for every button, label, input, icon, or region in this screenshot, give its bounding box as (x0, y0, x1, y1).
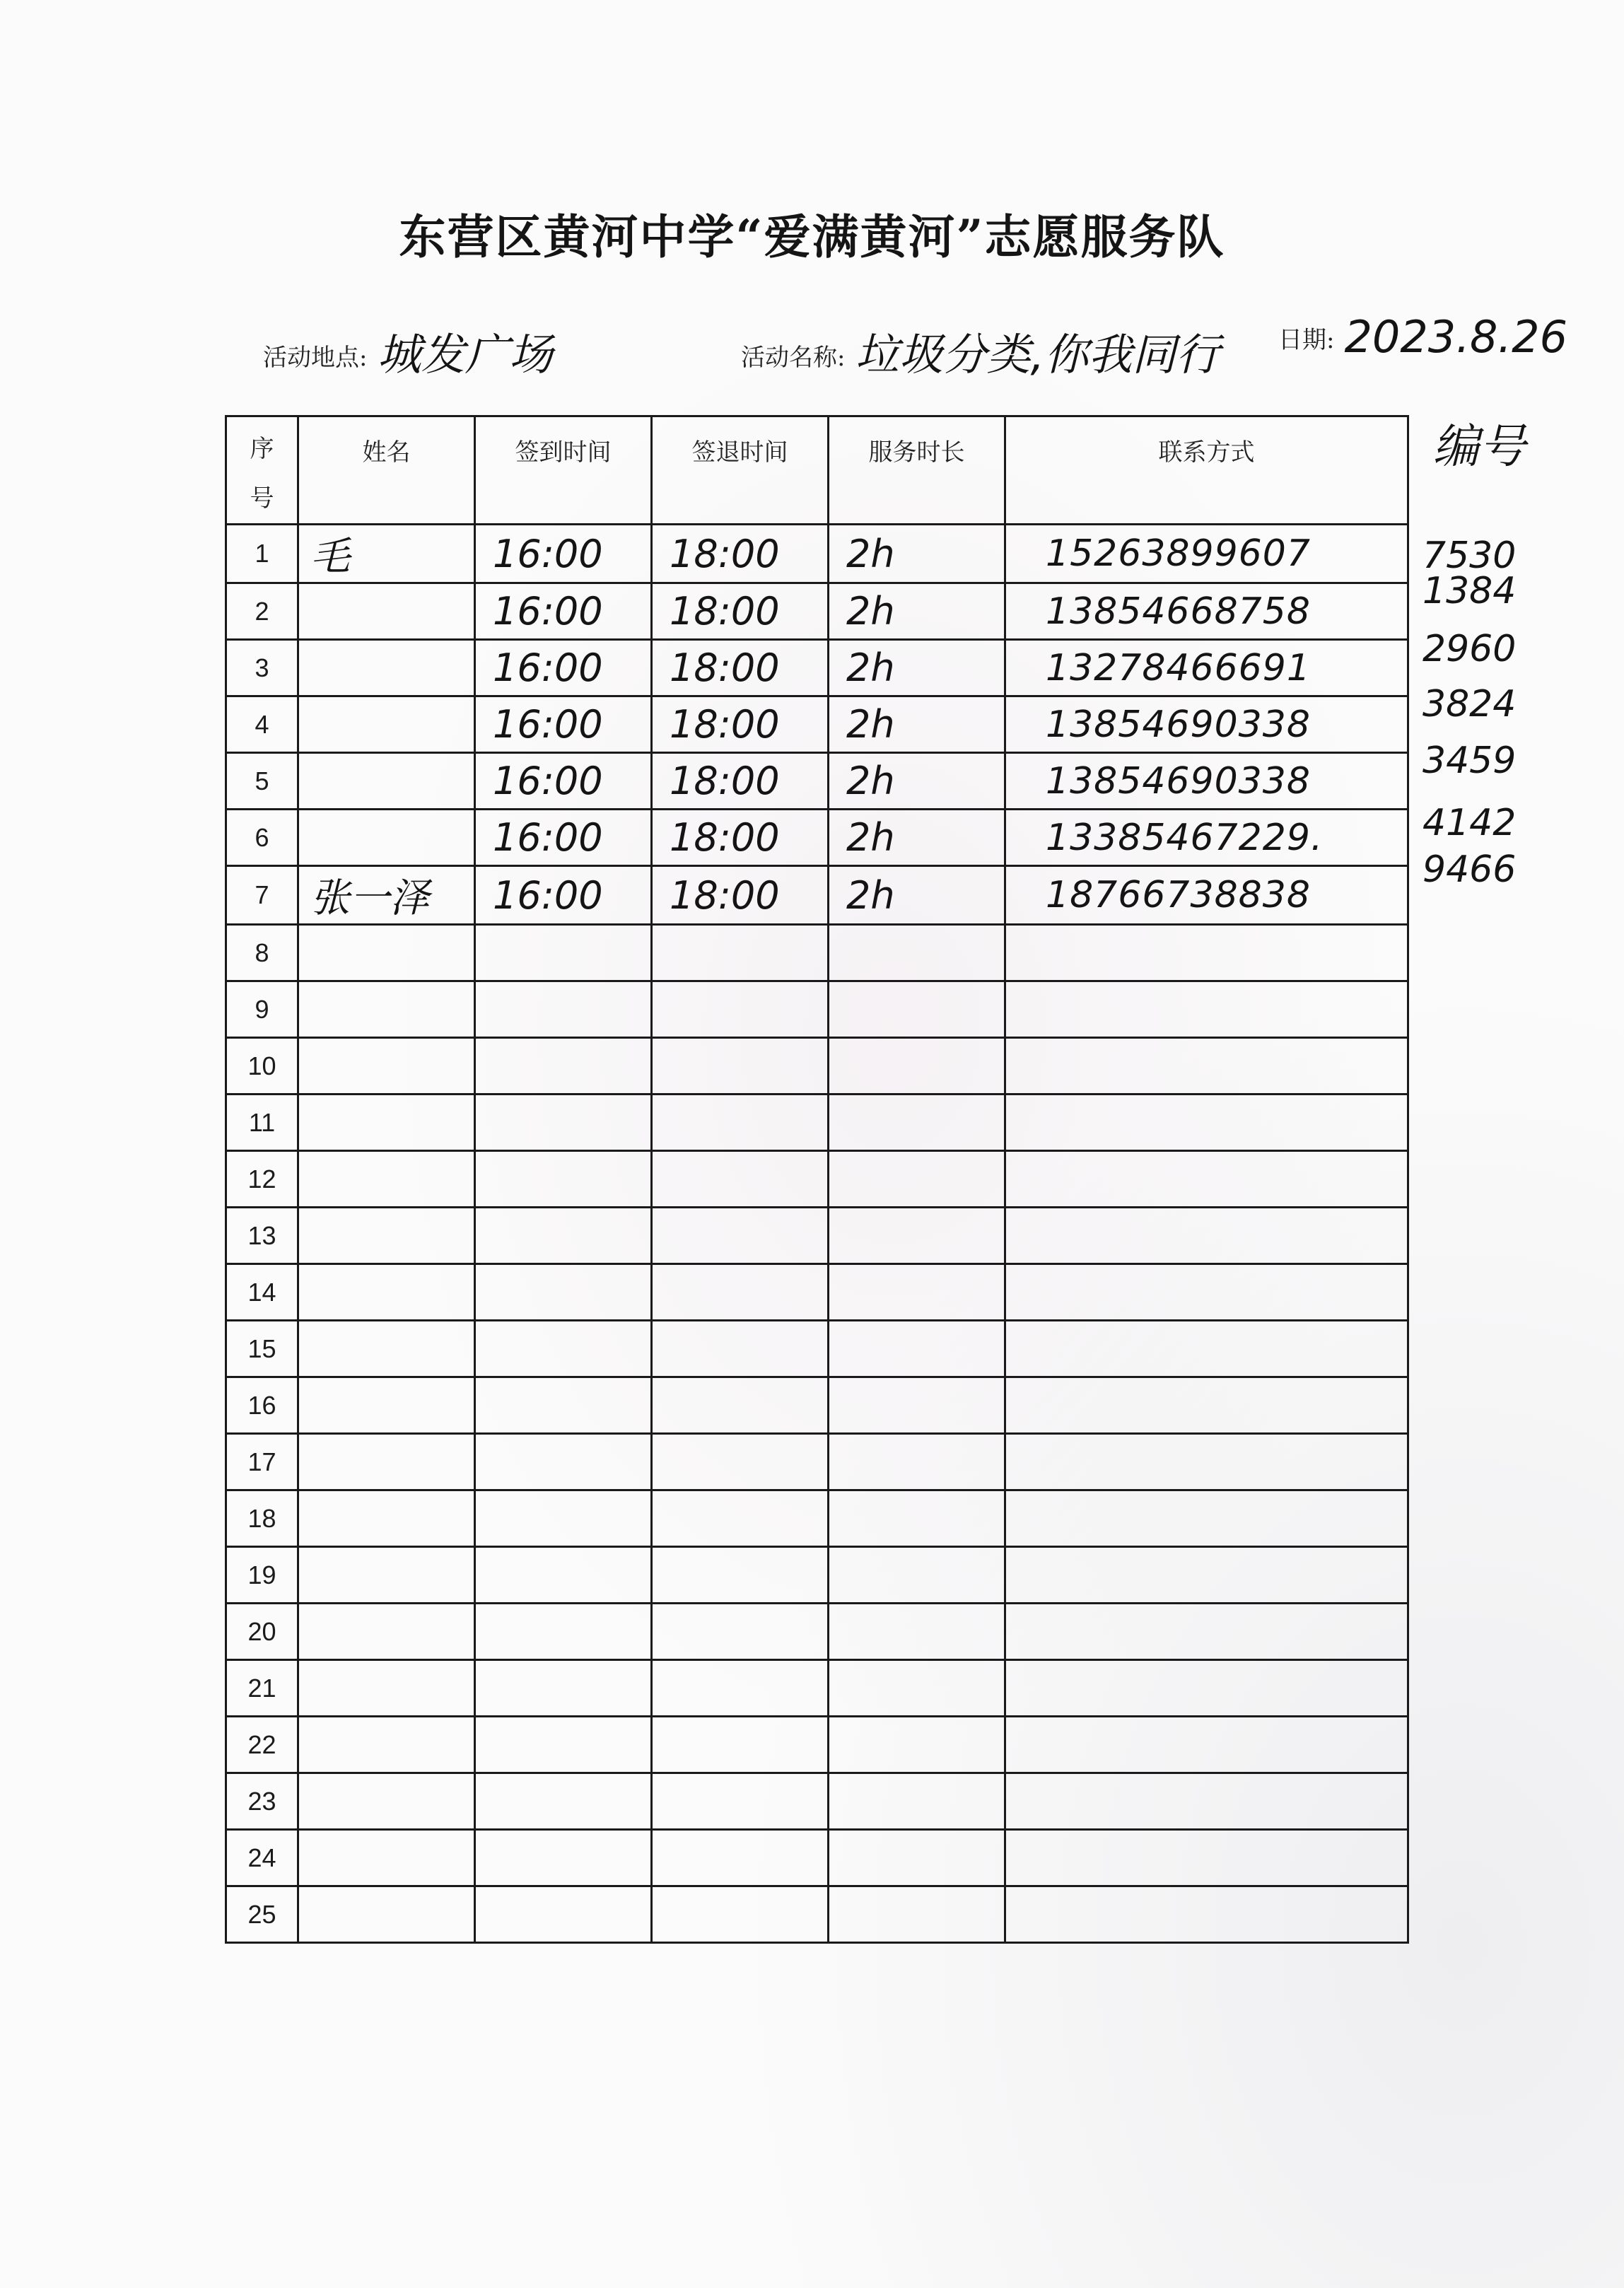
side-code: 2960 (1423, 628, 1517, 670)
service-duration (829, 1264, 1005, 1321)
sign-out-time (652, 1038, 829, 1095)
table-row (226, 525, 1408, 583)
volunteer-name-text: 张一泽 (310, 875, 429, 921)
service-duration (829, 1321, 1005, 1377)
table-row (226, 810, 1408, 866)
sign-in-time (475, 1604, 652, 1660)
volunteer-name (298, 981, 475, 1038)
volunteer-name (298, 1038, 475, 1095)
service-duration (829, 640, 1005, 696)
row-number: 7 (226, 866, 298, 925)
sign-in-time (475, 1095, 652, 1151)
sign-out-time (652, 1490, 829, 1547)
contact-phone (1005, 810, 1408, 866)
sign-out-time (652, 1321, 829, 1377)
table-row (226, 981, 1408, 1038)
sign-in-time (475, 866, 652, 925)
volunteer-name (298, 1434, 475, 1490)
service-duration (829, 525, 1005, 583)
sign-out-time (652, 981, 829, 1038)
volunteer-name (298, 525, 475, 583)
table-row (226, 1151, 1408, 1208)
service-duration (829, 1886, 1005, 1943)
volunteer-name (298, 1547, 475, 1604)
volunteer-name (298, 1773, 475, 1830)
sign-out-time (652, 1773, 829, 1830)
service-duration (829, 1434, 1005, 1490)
sign-out-time (652, 525, 829, 583)
contact-phone (1005, 866, 1408, 925)
row-number: 15 (226, 1321, 298, 1377)
service-duration-text: 2h (846, 872, 895, 918)
activity-location-value: 城发广场 (377, 329, 553, 380)
sign-in-time (475, 525, 652, 583)
sign-in-time (475, 640, 652, 696)
sign-out-time (652, 1660, 829, 1717)
service-duration (829, 1208, 1005, 1264)
service-duration-text: 2h (846, 589, 895, 634)
row-number: 8 (226, 925, 298, 981)
volunteer-name (298, 1660, 475, 1717)
activity-location-label: 活动地点: (263, 344, 368, 372)
activity-date-value: 2023.8.26 (1344, 311, 1568, 363)
contact-phone (1005, 1717, 1408, 1773)
table-row (226, 1038, 1408, 1095)
row-number: 12 (226, 1151, 298, 1208)
sign-in-time (475, 810, 652, 866)
sign-in-time (475, 1434, 652, 1490)
sign-out-time-text: 18:00 (670, 815, 780, 860)
sign-out-time (652, 1830, 829, 1886)
sign-out-time (652, 1547, 829, 1604)
sign-in-time-text: 16:00 (493, 702, 603, 747)
service-duration-text: 2h (846, 702, 895, 747)
sign-in-time (475, 753, 652, 810)
sign-out-time (652, 1095, 829, 1151)
service-duration (829, 1095, 1005, 1151)
table-row (226, 1604, 1408, 1660)
table-row (226, 1886, 1408, 1943)
service-duration (829, 981, 1005, 1038)
volunteer-name (298, 1830, 475, 1886)
service-duration (829, 583, 1005, 640)
volunteer-name (298, 696, 475, 753)
sign-in-time-text: 16:00 (493, 646, 603, 690)
row-number: 19 (226, 1547, 298, 1604)
sign-out-time (652, 1377, 829, 1434)
side-code: 7530 (1423, 535, 1517, 577)
side-code: 4142 (1423, 802, 1517, 844)
sign-in-time (475, 1038, 652, 1095)
row-number: 13 (226, 1208, 298, 1264)
contact-phone (1005, 1660, 1408, 1717)
sign-out-time-text: 18:00 (670, 702, 780, 747)
service-duration-text: 2h (846, 815, 895, 860)
contact-phone-text: 13385467229. (1046, 816, 1324, 859)
contact-phone (1005, 1773, 1408, 1830)
contact-phone-text: 18766738838 (1046, 874, 1311, 916)
row-number: 2 (226, 583, 298, 640)
sign-out-time (652, 1604, 829, 1660)
service-duration (829, 1604, 1005, 1660)
sign-out-time (652, 640, 829, 696)
sign-out-time (652, 753, 829, 810)
row-number: 22 (226, 1717, 298, 1773)
volunteer-name (298, 1717, 475, 1773)
sign-out-time (652, 1434, 829, 1490)
header-name: 姓名 (298, 416, 475, 525)
service-duration (829, 753, 1005, 810)
table-row (226, 1660, 1408, 1717)
sign-in-time (475, 1151, 652, 1208)
contact-phone (1005, 583, 1408, 640)
table-row (226, 1321, 1408, 1377)
contact-phone-text: 13854690338 (1046, 759, 1311, 802)
volunteer-name (298, 1604, 475, 1660)
service-duration (829, 1773, 1005, 1830)
sign-in-time (475, 1547, 652, 1604)
sign-out-time-text: 18:00 (670, 589, 780, 634)
sign-in-time (475, 1377, 652, 1434)
sign-in-time (475, 1660, 652, 1717)
contact-phone (1005, 1208, 1408, 1264)
table-row (226, 1830, 1408, 1886)
activity-name-label: 活动名称: (741, 344, 846, 372)
header-duration: 服务时长 (829, 416, 1005, 525)
side-code: 3459 (1423, 740, 1517, 782)
activity-date (1278, 311, 1567, 363)
row-number: 6 (226, 810, 298, 866)
volunteer-name (298, 1490, 475, 1547)
contact-phone (1005, 1886, 1408, 1943)
volunteer-name (298, 810, 475, 866)
sign-in-time (475, 1490, 652, 1547)
side-code: 9466 (1423, 848, 1517, 891)
sign-in-time (475, 1264, 652, 1321)
side-code-header: 编号 (1432, 419, 1526, 474)
sign-in-time-text: 16:00 (493, 589, 603, 634)
contact-phone (1005, 1038, 1408, 1095)
volunteer-name (298, 640, 475, 696)
row-number: 23 (226, 1773, 298, 1830)
service-duration (829, 925, 1005, 981)
table-row (226, 1095, 1408, 1151)
service-duration (829, 1151, 1005, 1208)
sign-in-time (475, 1208, 652, 1264)
contact-phone (1005, 1830, 1408, 1886)
table-row (226, 1773, 1408, 1830)
volunteer-name (298, 1264, 475, 1321)
sign-out-time (652, 866, 829, 925)
sign-out-time (652, 1264, 829, 1321)
row-number: 9 (226, 981, 298, 1038)
service-duration (829, 1547, 1005, 1604)
sign-in-time-text: 16:00 (493, 872, 603, 918)
contact-phone (1005, 1434, 1408, 1490)
service-duration-text: 2h (846, 759, 895, 803)
contact-phone (1005, 640, 1408, 696)
service-duration-text: 2h (846, 646, 895, 690)
row-number: 14 (226, 1264, 298, 1321)
service-duration (829, 1717, 1005, 1773)
sign-out-time (652, 583, 829, 640)
contact-phone (1005, 696, 1408, 753)
sign-in-time (475, 1773, 652, 1830)
table-header-row (226, 416, 1408, 525)
row-number: 11 (226, 1095, 298, 1151)
contact-phone (1005, 1547, 1408, 1604)
row-number: 5 (226, 753, 298, 810)
sign-in-time (475, 696, 652, 753)
table-row (226, 1717, 1408, 1773)
service-duration (829, 1038, 1005, 1095)
sign-out-time-text: 18:00 (670, 646, 780, 690)
sign-in-time-text: 16:00 (493, 815, 603, 860)
document-title: 东营区黄河中学“爱满黄河”志愿服务队 (399, 209, 1225, 264)
sign-out-time-text: 18:00 (670, 759, 780, 803)
contact-phone (1005, 1604, 1408, 1660)
sign-out-time (652, 1208, 829, 1264)
sign-in-time-text: 16:00 (493, 759, 603, 803)
table-row (226, 1547, 1408, 1604)
contact-phone (1005, 981, 1408, 1038)
sign-out-time (652, 925, 829, 981)
row-number: 1 (226, 525, 298, 583)
sign-in-time (475, 1886, 652, 1943)
service-duration (829, 1660, 1005, 1717)
table-row (226, 1264, 1408, 1321)
contact-phone (1005, 1321, 1408, 1377)
table-row (226, 753, 1408, 810)
table-row (226, 1208, 1408, 1264)
contact-phone-text: 15263899607 (1046, 532, 1311, 575)
volunteer-name (298, 1886, 475, 1943)
contact-phone (1005, 925, 1408, 981)
contact-phone (1005, 525, 1408, 583)
table-row (226, 1490, 1408, 1547)
volunteer-name (298, 1377, 475, 1434)
activity-date-label: 日期: (1278, 326, 1335, 354)
service-duration (829, 810, 1005, 866)
activity-name (741, 320, 1220, 383)
row-number: 3 (226, 640, 298, 696)
sign-in-time (475, 1321, 652, 1377)
sign-out-time-text: 18:00 (670, 872, 780, 918)
sign-out-time-text: 18:00 (670, 531, 780, 576)
row-number: 16 (226, 1377, 298, 1434)
sign-in-time (475, 981, 652, 1038)
volunteer-name (298, 1095, 475, 1151)
row-number: 24 (226, 1830, 298, 1886)
sign-out-time (652, 1717, 829, 1773)
row-number: 25 (226, 1886, 298, 1943)
volunteer-name (298, 925, 475, 981)
sign-in-time (475, 583, 652, 640)
header-sign-out: 签退时间 (652, 416, 829, 525)
header-seq: 序 号 (226, 416, 298, 525)
table-row (226, 696, 1408, 753)
contact-phone (1005, 1490, 1408, 1547)
sign-in-time (475, 1717, 652, 1773)
contact-phone (1005, 753, 1408, 810)
service-duration (829, 1377, 1005, 1434)
sign-out-time (652, 696, 829, 753)
sign-out-time (652, 1151, 829, 1208)
table-row (226, 1377, 1408, 1434)
row-number: 10 (226, 1038, 298, 1095)
volunteer-name (298, 1208, 475, 1264)
volunteer-name (298, 583, 475, 640)
table-row (226, 925, 1408, 981)
volunteer-name (298, 866, 475, 925)
volunteer-name (298, 753, 475, 810)
row-number: 21 (226, 1660, 298, 1717)
activity-name-value: 垃圾分类,你我同行 (855, 329, 1220, 380)
table-row (226, 640, 1408, 696)
contact-phone (1005, 1264, 1408, 1321)
service-duration (829, 866, 1005, 925)
row-number: 20 (226, 1604, 298, 1660)
contact-phone-text: 13278466691 (1046, 646, 1311, 689)
service-duration (829, 1830, 1005, 1886)
row-number: 4 (226, 696, 298, 753)
header-sign-in: 签到时间 (475, 416, 652, 525)
service-duration (829, 696, 1005, 753)
table-row (226, 583, 1408, 640)
side-code: 3824 (1423, 683, 1517, 725)
service-duration-text: 2h (846, 531, 895, 576)
side-code: 1384 (1423, 570, 1517, 612)
service-duration (829, 1490, 1005, 1547)
volunteer-name (298, 1151, 475, 1208)
volunteer-name (298, 1321, 475, 1377)
sign-out-time (652, 1886, 829, 1943)
sign-in-time (475, 1830, 652, 1886)
table-row (226, 1434, 1408, 1490)
contact-phone-text: 13854690338 (1046, 703, 1311, 746)
header-contact: 联系方式 (1005, 416, 1408, 525)
contact-phone-text: 13854668758 (1046, 590, 1311, 633)
contact-phone (1005, 1095, 1408, 1151)
contact-phone (1005, 1377, 1408, 1434)
sign-in-time-text: 16:00 (493, 531, 603, 576)
sign-in-time (475, 925, 652, 981)
volunteer-signin-table (225, 415, 1409, 1944)
sign-out-time (652, 810, 829, 866)
row-number: 18 (226, 1490, 298, 1547)
row-number: 17 (226, 1434, 298, 1490)
activity-location (263, 320, 552, 383)
table-row (226, 866, 1408, 925)
volunteer-name-text: 毛 (310, 534, 350, 580)
contact-phone (1005, 1151, 1408, 1208)
